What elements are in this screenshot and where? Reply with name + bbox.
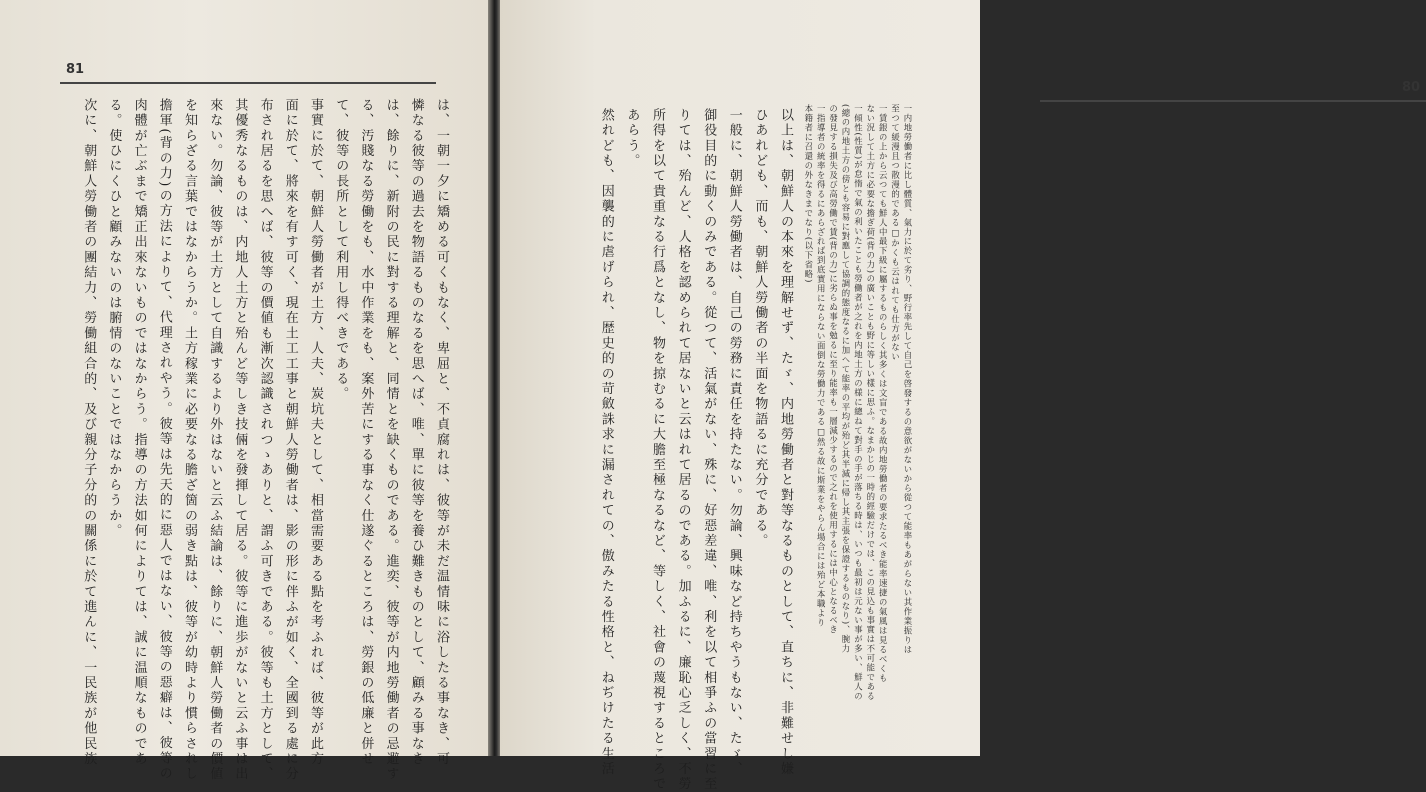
text-column: 然れども、因襲的に虐げられ、歴史的の苛斂誅求に漏されての、傲みたる性格と、ねぢけたる生活 [598,108,614,777]
left-header-rule [60,82,436,84]
text-column: 布され居るを思へば、彼等の價値も漸次認識されつゝありと、謂ふ可きである。彼等も土方として、 [257,98,273,782]
text-column: あらう。 [624,108,640,169]
text-column: 肉體が亡ぶまで矯正出來ないものではなからう。指導の方法如何によりては、誠に温順なものであ [131,98,147,767]
text-column: 其優秀なるものは、内地人土方と殆んど等しき技倆を發揮して居る。彼等に進歩がないと云ふ事は出 [232,98,248,782]
right-page [500,0,1421,792]
note-column: 一傾性(性質)が怠惰で氣の利いたことも勞働者が之れを内地土方の様に總ねて對手の手が落ちる時は、いつも最初は元ない事が多い、鮮人の [853,104,864,702]
note-column: 至つて緩漫且つ散漫的である□かくも云はれても仕方がない [890,104,901,362]
note-column: 一内地勞働者に比し體質、氣力に於て劣り、野行率先して自己を啓發するの意欲がないから從つて能率もあがらない其作業振りは [903,104,913,655]
text-column: りては、殆んど、人格を認められて居ないと云はれて居るのである。加ふるに、廉恥心乏しく、不勞 [675,108,691,792]
text-column: 憐なる彼等の過去を物語るものなるを思へば、唯、單に彼等を養ひ難きものとして、顧みる事なき [408,98,424,767]
note-column: 一指導者の統率を得るにあらざれば到底實用にならない面倒な勞働力である□然る故に斯業をやらん場合には殆ど本職より [816,104,827,628]
note-column: (總の内地土方の傍とも容易に對應して協調的態度なるに加へて能率の平均が殆ど其半減に帰し其主張を保證するものなり)、腕力 [841,104,851,654]
text-column: 所得を以て貴重なる行爲となし、物を掠むるに大膽至極なるなど、等しく、社會の蔑視するところで [650,108,665,792]
text-column: て、彼等の長所として利用し得べきである。 [333,98,349,402]
left-page [0,0,490,782]
text-column: 來ない。勿論、彼等が土方として自識するより外はないと云ふ結論は、餘りに、朝鮮人勞働者の價値 [207,98,223,782]
text-column: 面に於て、將來を有す可く、現在土工工事と朝鮮人勞働者は、影の形に伴ふが如く、全國到る處に分 [282,98,298,782]
text-column: を知らざる言葉ではなからうか。土方稼業に必要なる膽ざ箇の弱き點は、彼等が幼時より慣らされし [182,98,197,782]
text-column: は、一朝一夕に矯める可くもなく、卑屈と、不貞腐れは、彼等が未だ温情味に浴したる事なき、可 [434,98,449,767]
text-column: 事實に於て、朝鮮人勞働者が土方、人夫、炭坑夫として、相當需要ある點を考ふれば、彼等が此方 [308,98,323,767]
note-column: 本籍者に召還の外なきまでなり(以下省略) [803,104,814,284]
note-column: ない況して土方に必要な擔ぎ荷(背の力)の廣いことも野に等しい樣に思ふ。なまかじの一時的經驗だけでは、この見込も事實は不可能である [865,104,876,702]
text-column: 以上は、朝鮮人の本來を理解せず、たゞ、内地勞働者と對等なるものとして、直ちに、非難せし嫌 [778,108,793,777]
text-column: ひあれども、而も、朝鮮人勞働者の半面を物語るに充分である。 [752,108,768,549]
text-column: る。使ひにくひと顧みないのは腑情のないことではなからうか。 [106,98,122,539]
text-column: 御役目的に動くのみである。從つて、活氣がない、殊に、好惡差違、唯、利を以て相爭ふの當習に至 [701,108,717,792]
left-page-number: 81 [66,62,85,77]
right-page-number: 80 [1402,80,1421,95]
text-column: 次に、朝鮮人勞働者の團結力、勞働組合的、及び親分子分的の關係に於て進んに、一民族が他民族 [81,98,97,767]
text-column: 擔軍(背の力)の方法によりて、代理されやう。彼等は先天的に惡人ではない、彼等の惡癖は、彼等の [156,98,172,782]
text-column: は、餘りに、新附の民に對する理解と、同情とを缺くものである。進奕、彼等が内地勞働者の忌避す [383,98,399,782]
note-column: 一賃銀の上から云つても鮮人中最下級に屬するものらしく其多くは文盲である故内地勞働者の要求たるべき能率速捷の氣風は見るべくも [878,104,889,683]
note-column: の發見する損失及び高勞働で賃(背の力)に劣らぬ事を勉るに至り能率も一層減少するので之れを使用するには中心となるべき [828,104,839,635]
text-column: る、汚賤なる勞働をも、水中作業をも、案外苦にする事なく仕遂ぐるところは、勞銀の低廉と併せ [358,98,374,767]
text-column: 一般に、朝鮮人勞働者は、自己の勞務に責任を持たない。勿論、興味など持ちやうもない、たゞ、 [726,108,742,777]
right-header-rule [1040,100,1426,102]
